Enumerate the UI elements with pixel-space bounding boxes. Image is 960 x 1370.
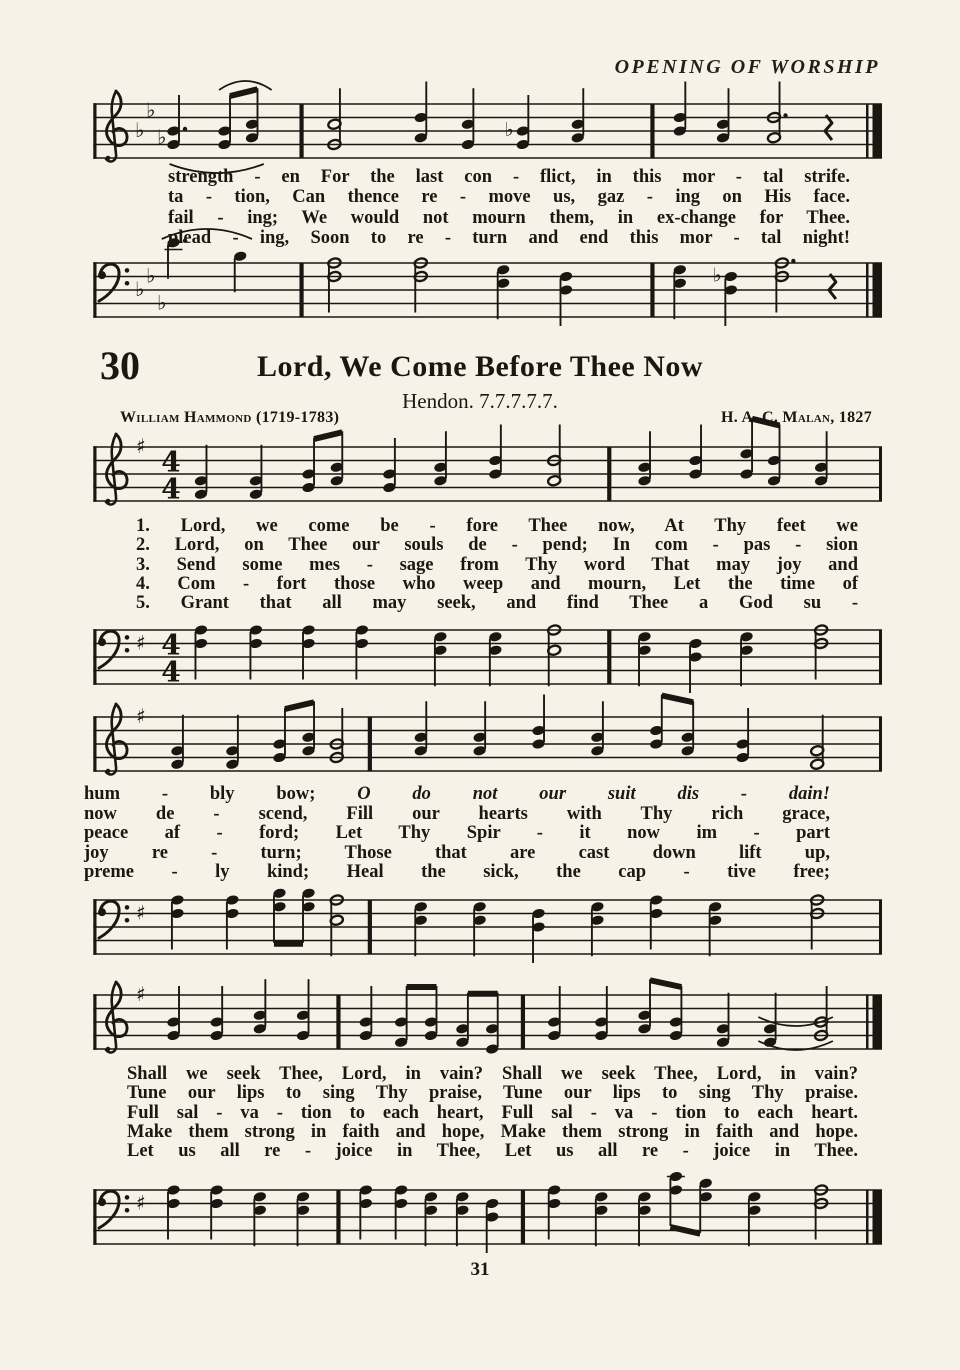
svg-text:♭: ♭: [146, 263, 156, 288]
svg-text:4: 4: [161, 628, 181, 662]
verse-block-1: [136, 517, 858, 613]
lyric-line: 4. Com - fort those who weep and mourn, Let the time of: [136, 573, 858, 594]
composer-credit: H. A. C. Malan, 1827: [721, 409, 872, 426]
lyric-segment: hum - bly bow;: [84, 784, 316, 804]
running-head: OPENING OF WORSHIP: [614, 56, 880, 78]
staff-treble: [93, 695, 882, 775]
lyric-line: 3. Send some mes - sage from Thy word That may joy and: [136, 554, 858, 575]
svg-text:♭: ♭: [135, 277, 145, 301]
svg-text:4: 4: [161, 472, 181, 506]
staff-bass: [93, 1171, 882, 1253]
svg-text:♭: ♭: [135, 118, 145, 142]
lyric-line: [84, 785, 830, 805]
svg-text:♭: ♭: [504, 119, 514, 141]
lyric-line: Full sal - va - tion to each heart, Full sal - va - tion to each heart.: [127, 1102, 858, 1123]
svg-text:♭: ♭: [146, 97, 156, 122]
svg-text:♯: ♯: [136, 630, 146, 655]
staff-treble: [93, 81, 882, 173]
lyric-line: ta - tion, Can thence re - move us, gaz - ing on His face.: [168, 187, 850, 208]
staff-treble: [93, 418, 882, 506]
svg-text:♯: ♯: [136, 704, 146, 728]
lyric-line: Shall we seek Thee, Lord, in vain? Shall we seek Thee, Lord, in vain?: [127, 1064, 858, 1084]
svg-text:♯: ♯: [136, 434, 146, 458]
lyric-line: joy re - turn; Those that are cast down lift up,: [84, 842, 830, 863]
lyric-line: 1. Lord, we come be - fore Thee now, At Thy feet we: [136, 516, 858, 536]
author-credit: William Hammond (1719-1783): [120, 409, 340, 426]
svg-text:♯: ♯: [136, 900, 146, 925]
svg-text:♭: ♭: [157, 124, 167, 149]
lyric-line: Make them strong in faith and hope, Make them strong in faith and hope.: [127, 1121, 858, 1142]
svg-text:♯: ♯: [136, 982, 146, 1006]
lyric-line: strength - en For the last con - flict, in this mor - tal strife.: [168, 167, 850, 187]
svg-text:♭: ♭: [712, 264, 722, 287]
svg-text:♭: ♭: [157, 290, 167, 315]
page-number: 31: [470, 1259, 490, 1280]
hymn-tune-name: Hendon. 7.7.7.7.7.: [402, 389, 558, 413]
staff-bass: [93, 624, 882, 693]
svg-text:4: 4: [161, 445, 181, 479]
lyric-line: peace af - ford; Let Thy Spir - it now im - part: [84, 823, 830, 844]
svg-text:♯: ♯: [136, 1190, 146, 1215]
staff-treble: [93, 979, 882, 1055]
hymn-number: 30: [100, 343, 140, 388]
svg-text:4: 4: [161, 655, 181, 689]
verse-block-2: [84, 785, 830, 883]
lyric-line: Let us all re - joice in Thee, Let us all re - joice in Thee.: [127, 1141, 858, 1162]
lyric-line: fail - ing; We would not mourn them, in ex-change for Thee.: [168, 207, 850, 228]
verse-block-3: [127, 1065, 858, 1161]
lyric-line: preme - ly kind; Heal the sick, the cap - tive free;: [84, 862, 830, 883]
staff-bass: [93, 887, 882, 963]
hymn-title: Lord, We Come Before Thee Now: [256, 350, 704, 383]
lyric-line: 2. Lord, on Thee our souls de - pend; In com - pas - sion: [136, 535, 858, 556]
lyric-line: plead - ing, Soon to re - turn and end this mor - tal night!: [168, 228, 850, 249]
lyric-line: Tune our lips to sing Thy praise, Tune our lips to sing Thy praise.: [127, 1083, 858, 1104]
lyric-segment-italic: O do not our suit dis - dain!: [357, 784, 830, 804]
lyric-line: 5. Grant that all may seek, and find Thee a God su -: [136, 593, 858, 614]
lyric-line: now de - scend, Fill our hearts with Thy rich grace,: [84, 803, 830, 824]
previous-hymn-lyrics: [168, 167, 850, 249]
